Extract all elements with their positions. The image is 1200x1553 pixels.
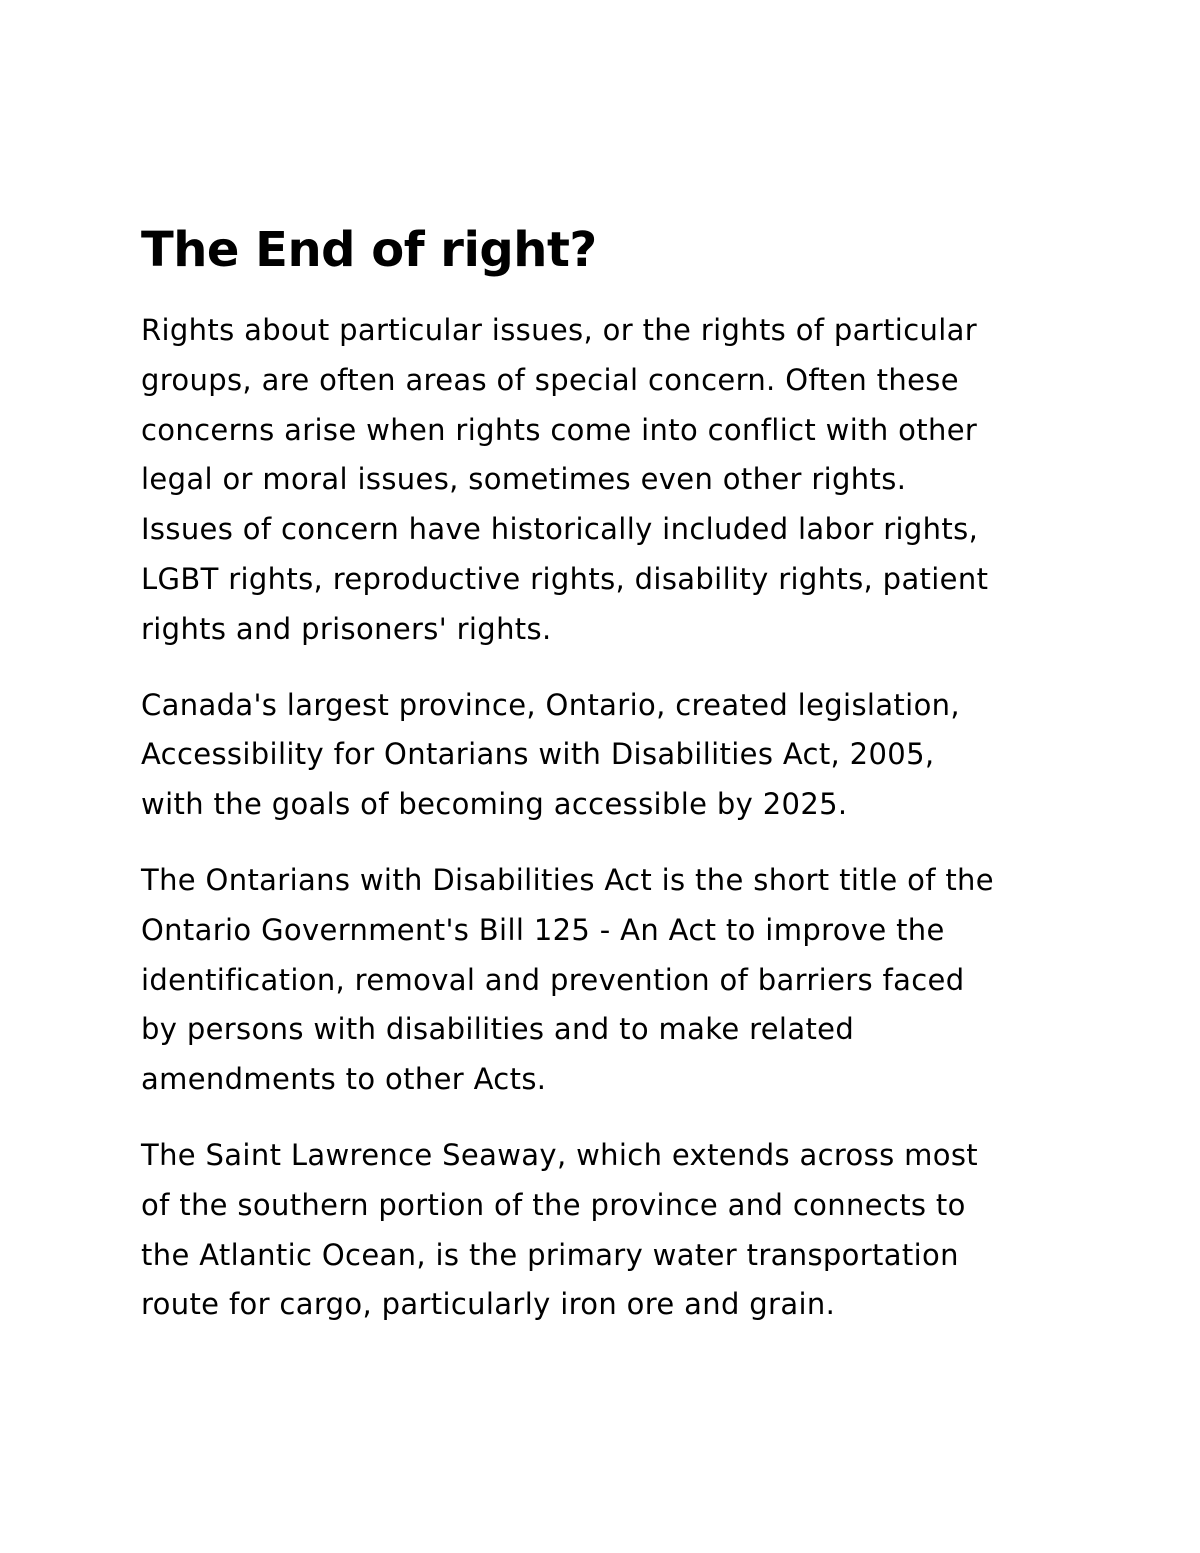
text-line: The Saint Lawrence Seaway, which extends across most	[141, 1137, 978, 1172]
text-line: rights and prisoners' rights.	[141, 611, 552, 646]
text-line: LGBT rights, reproductive rights, disability rights, patient	[141, 561, 989, 596]
paragraph-seaway	[141, 1131, 1061, 1330]
text-line: the Atlantic Ocean, is the primary water transportation	[141, 1237, 959, 1272]
paragraph-rights	[141, 306, 1061, 655]
text-line: groups, are often areas of special concern. Often these	[141, 362, 959, 397]
document-body	[141, 218, 1061, 1356]
text-line: amendments to other Acts.	[141, 1062, 547, 1097]
text-line: Issues of concern have historically included labor rights,	[141, 512, 979, 547]
text-line: Rights about particular issues, or the rights of particular	[141, 313, 978, 347]
text-line: The Ontarians with Disabilities Act is the short title of the	[141, 862, 994, 897]
page-title: The End of right?	[141, 222, 597, 278]
text-line: Accessibility for Ontarians with Disabilities Act, 2005,	[141, 737, 935, 772]
paragraph-ontario-legislation	[141, 681, 1061, 830]
text-line: by persons with disabilities and to make related	[141, 1012, 855, 1047]
text-line: Ontario Government's Bill 125 - An Act to improve the	[141, 912, 945, 947]
text-line: with the goals of becoming accessible by 2025.	[141, 787, 848, 822]
paragraph-disabilities-act	[141, 856, 1061, 1105]
text-line: Canada's largest province, Ontario, created legislation,	[141, 687, 960, 722]
text-line: route for cargo, particularly iron ore and grain.	[141, 1287, 836, 1322]
text-line: of the southern portion of the province and connects to	[141, 1187, 966, 1222]
text-line: identification, removal and prevention of barriers faced	[141, 962, 965, 997]
text-line: legal or moral issues, sometimes even other rights.	[141, 462, 907, 497]
text-line: concerns arise when rights come into conflict with other	[141, 412, 978, 447]
